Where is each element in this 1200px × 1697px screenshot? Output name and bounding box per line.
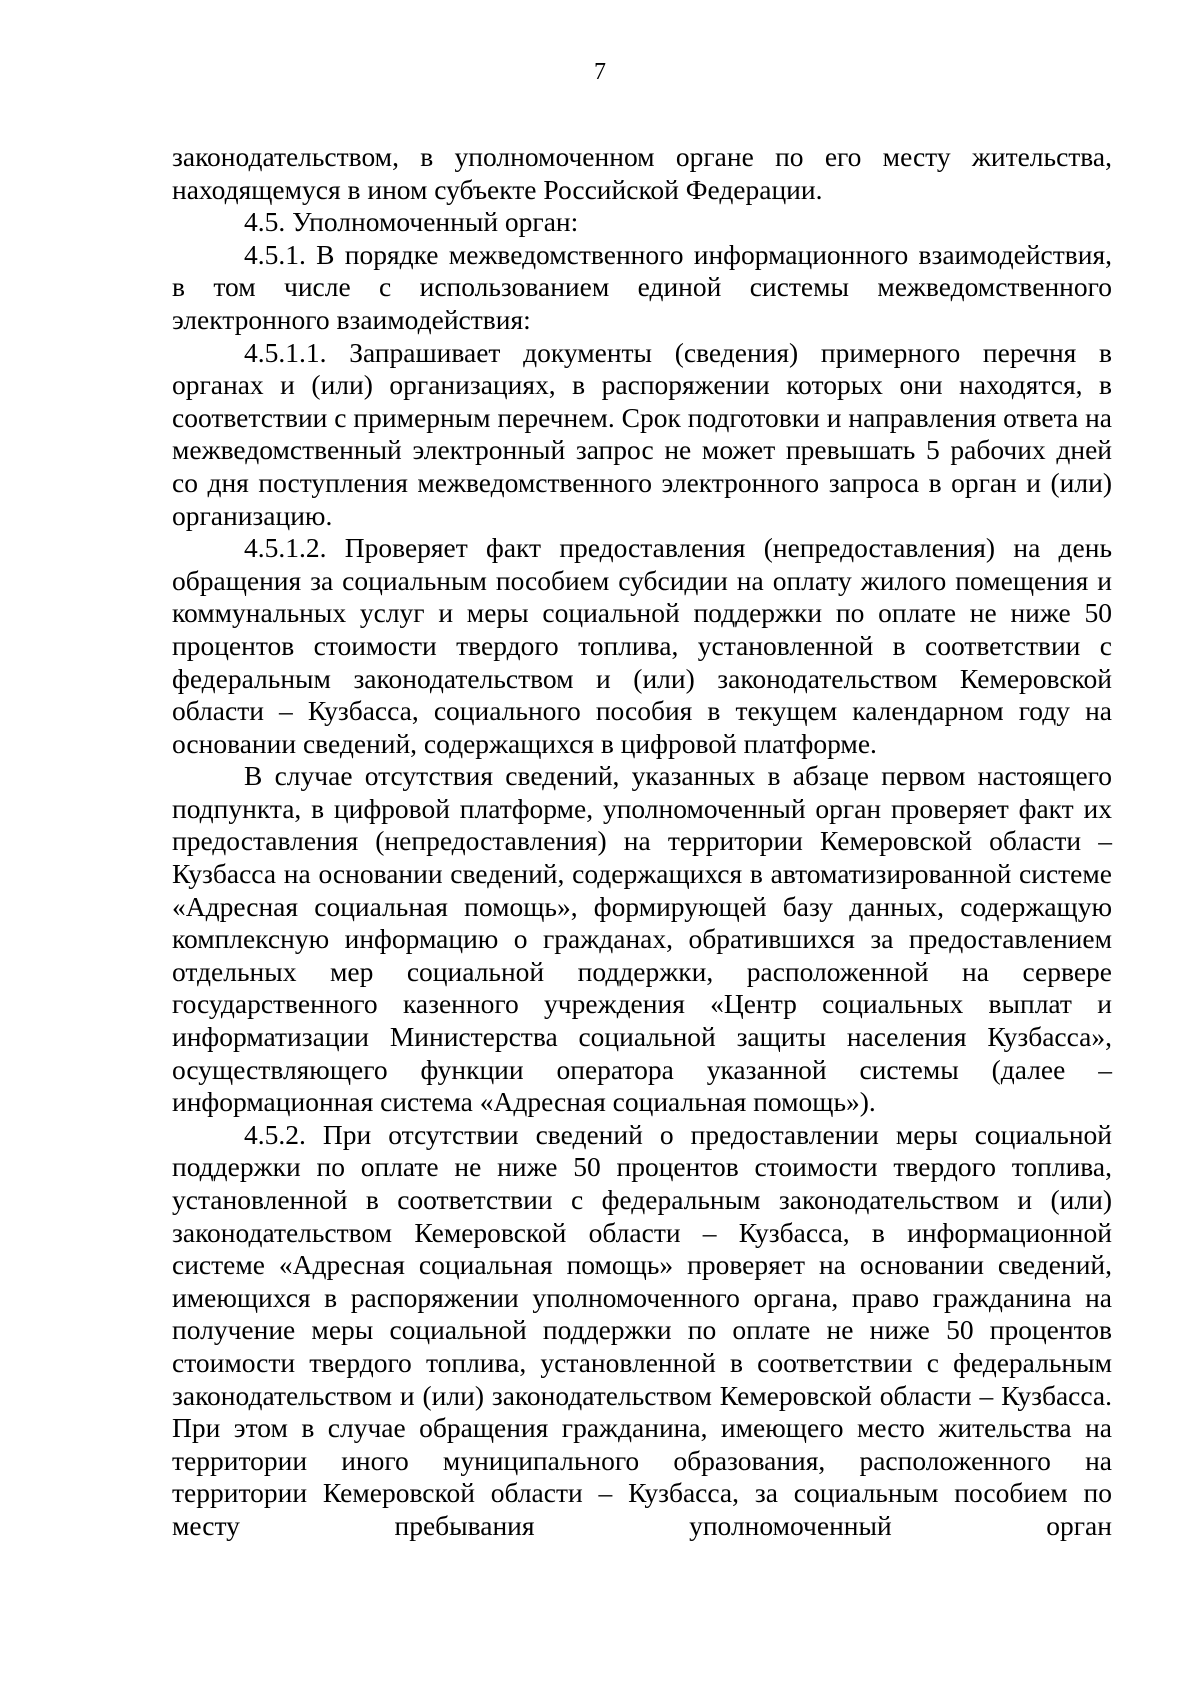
page-number: 7 xyxy=(594,59,606,85)
paragraph-4-5-1-2: 4.5.1.2. Проверяет факт предоставления (непредоставления) на день обращения за социальным пособием субсидии на оплату жилого помещения и коммунальных услуг и меры социальной поддержки по оплате не ниже 50 процентов стоимости твердого топлива, установленной в соответствии с федеральным законодательством и (или) законодательством Кемеровской области – Кузбасса, социального пособия в текущем календарном году на основании сведений, содержащихся в цифровой платформе. xyxy=(172,532,1112,759)
paragraph-4-5: 4.5. Уполномоченный орган: xyxy=(244,206,579,238)
paragraph-4-5-1-1: 4.5.1.1. Запрашивает документы (сведения) примерного перечня в органах и (или) организациях, в распоряжении которых они находятся, в соответствии с примерным перечнем. Срок подготовки и направления ответа на межведомственный электронный запрос не может превышать 5 рабочих дней со дня поступления межведомственного электронного запроса в орган и (или) организацию. xyxy=(172,336,1112,531)
paragraph-4-5-1: 4.5.1. В порядке межведомственного информационного взаимодействия, в том числе с использованием единой системы межведомственного электронного взаимодействия: xyxy=(172,238,1112,335)
document-body xyxy=(172,141,1112,1543)
paragraph-4-5-2: 4.5.2. При отсутствии сведений о предоставлении меры социальной поддержки по оплате не ниже 50 процентов стоимости твердого топлива, установленной в соответствии с федеральным законодательством и (или) законодательством Кемеровской области – Кузбасса, в информационной системе «Адресная социальная помощь» проверяет на основании сведений, имеющихся в распоряжении уполномоченного органа, право гражданина на получение меры социальной поддержки по оплате не ниже 50 процентов стоимости твердого топлива, установленной в соответствии с федеральным законодательством и (или) законодательством Кемеровской области – Кузбасса. При этом в случае обращения гражданина, имеющего место жительства на территории иного муниципального образования, расположенного на территории Кемеровской области – Кузбасса, за социальным пособием по месту пребывания уполномоченный орган xyxy=(172,1118,1112,1541)
paragraph-absence-of-data: В случае отсутствия сведений, указанных в абзаце первом настоящего подпункта, в цифровой платформе, уполномоченный орган проверяет факт их предоставления (непредоставления) на территории Кемеровской области – Кузбасса на основании сведений, содержащихся в автоматизированной системе «Адресная социальная помощь», формирующей базу данных, содержащую комплексную информацию о гражданах, обратившихся за предоставлением отдельных мер социальной поддержки, расположенной на сервере государственного казенного учреждения «Центр социальных выплат и информатизации Министерства социальной защиты населения Кузбасса», осуществляющего функции оператора указанной системы (далее – информационная система «Адресная социальная помощь»). xyxy=(172,760,1112,1118)
paragraph-continuation: законодательством, в уполномоченном органе по его месту жительства, находящемуся в ином субъекте Российской Федерации. xyxy=(172,141,1112,205)
